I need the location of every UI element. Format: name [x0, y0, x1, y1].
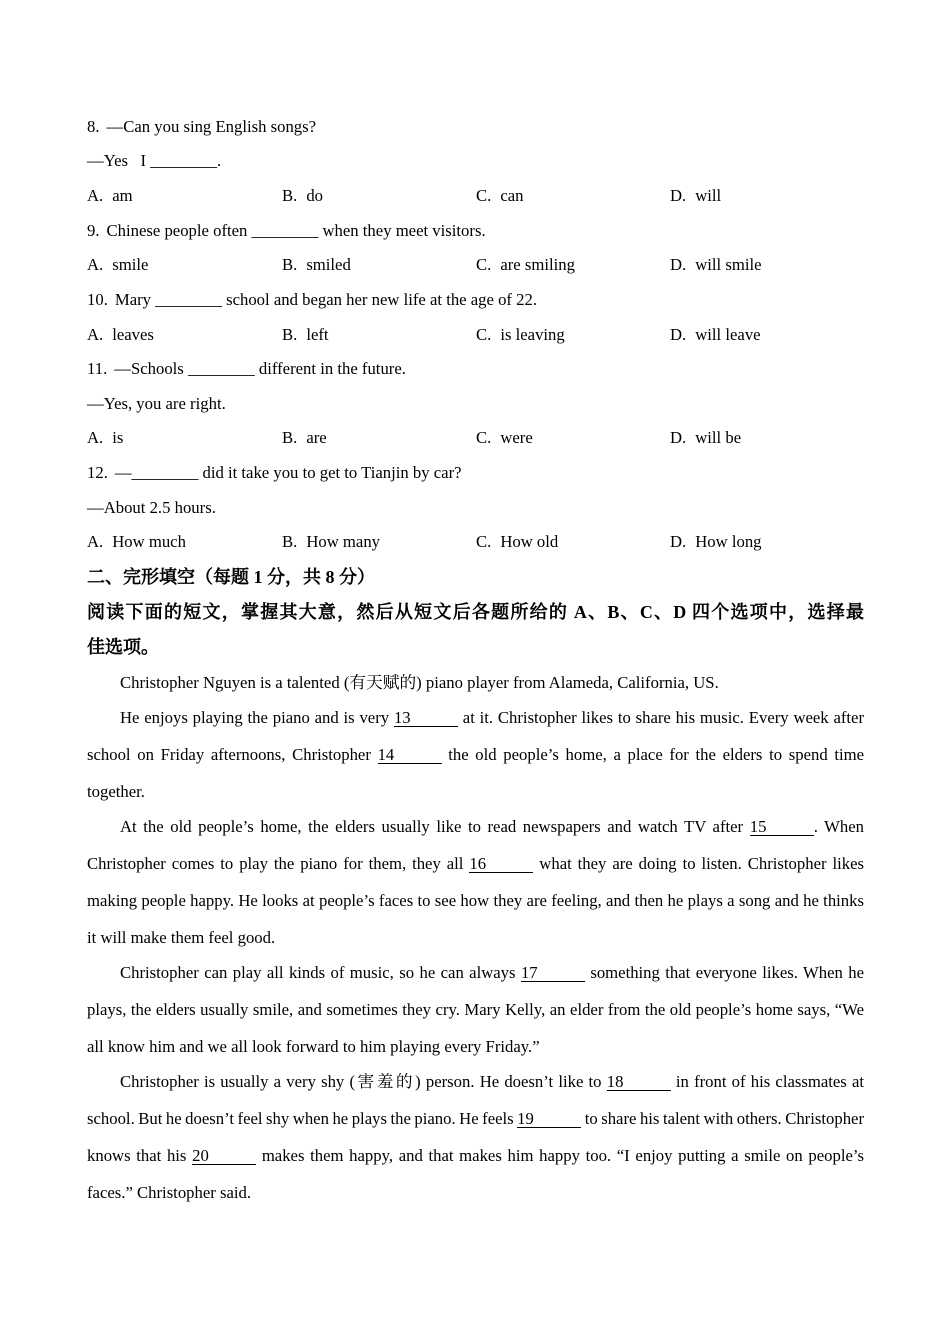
option-text: is	[112, 428, 124, 448]
line-text: in front of his classmates at	[675, 1071, 865, 1091]
option-b	[282, 525, 476, 560]
passage-line: faces.” Christopher said.	[87, 1183, 252, 1203]
passage-line	[87, 808, 864, 845]
option-a	[87, 421, 282, 456]
option-d	[670, 318, 864, 353]
question-number: 10.	[87, 289, 108, 309]
passage-line	[87, 954, 864, 991]
question-stem	[87, 352, 864, 387]
option-label: D.	[670, 255, 687, 275]
question-number: 9.	[87, 220, 100, 240]
line-text: Christopher can play all kinds of music, so he can always	[120, 962, 516, 982]
option-label: B.	[282, 255, 298, 275]
passage-line: plays, the elders usually smile, and sometimes they cry. Mary Kelly, an elder from the old people’s home says, “We	[87, 1000, 864, 1020]
option-text: How old	[500, 532, 559, 552]
option-c	[476, 318, 670, 353]
option-row	[87, 248, 864, 283]
option-b	[282, 318, 476, 353]
passage-line: together.	[87, 782, 145, 802]
option-a	[87, 248, 282, 283]
option-text: will be	[695, 428, 742, 448]
question-number: 8.	[87, 116, 100, 136]
option-label: C.	[476, 255, 492, 275]
option-d	[670, 248, 864, 283]
question-reply: —Yes, you are right.	[87, 393, 226, 413]
option-row	[87, 525, 864, 560]
blank-17: 17	[521, 964, 585, 982]
passage-line: Christopher Nguyen is a talented (有天赋的) piano player from Alameda, California, US.	[120, 673, 719, 693]
option-label: B.	[282, 185, 298, 205]
option-label: A.	[87, 324, 104, 344]
option-label: C.	[476, 428, 492, 448]
passage-line	[87, 1100, 864, 1137]
option-label: D.	[670, 428, 687, 448]
option-text: will leave	[695, 324, 761, 344]
option-text: am	[112, 185, 133, 205]
question-number: 11.	[87, 359, 108, 379]
option-label: A.	[87, 532, 104, 552]
section-heading: 二、完形填空（每题 1 分，共 8 分）	[87, 567, 375, 588]
option-a	[87, 525, 282, 560]
question-text: Chinese people often ________ when they meet visitors.	[106, 220, 486, 240]
option-label: B.	[282, 532, 298, 552]
line-text: . When	[813, 816, 865, 836]
option-d	[670, 525, 864, 560]
question-9	[87, 214, 864, 283]
option-text: left	[306, 324, 329, 344]
option-c	[476, 179, 670, 214]
passage-line	[87, 1137, 864, 1174]
option-d	[670, 179, 864, 214]
option-row	[87, 318, 864, 353]
option-c	[476, 248, 670, 283]
question-10	[87, 283, 864, 352]
paragraph-5	[87, 1063, 864, 1212]
option-row	[87, 421, 864, 456]
option-text: are	[306, 428, 327, 448]
option-text: How many	[306, 532, 381, 552]
question-11	[87, 352, 864, 456]
option-text: How much	[112, 532, 186, 552]
multiple-choice-section	[87, 110, 864, 666]
question-8	[87, 110, 864, 214]
question-reply: —About 2.5 hours.	[87, 497, 216, 517]
blank-13: 13	[394, 709, 458, 727]
option-b	[282, 421, 476, 456]
line-text: He enjoys playing the piano and is very	[120, 707, 390, 727]
option-text: smiled	[306, 255, 351, 275]
passage-line	[87, 736, 864, 773]
passage-line: all know him and we all look forward to him playing every Friday.”	[87, 1037, 540, 1057]
option-text: is leaving	[500, 324, 565, 344]
option-label: D.	[670, 532, 687, 552]
passage-line: making people happy. He looks at people’s faces to see how they are feeling, and then he plays a song and he thinks	[87, 891, 864, 911]
question-number: 12.	[87, 463, 108, 483]
option-text: are smiling	[500, 255, 575, 275]
option-label: A.	[87, 255, 104, 275]
option-c	[476, 421, 670, 456]
option-a	[87, 179, 282, 214]
option-text: can	[500, 185, 524, 205]
line-text: makes them happy, and that makes him happy too. “I enjoy putting a smile on people’s	[261, 1146, 865, 1166]
cloze-passage	[87, 664, 864, 1211]
option-label: D.	[670, 324, 687, 344]
section-instructions	[87, 595, 864, 666]
option-label: B.	[282, 324, 298, 344]
passage-line	[87, 699, 864, 736]
option-text: leaves	[112, 324, 154, 344]
instruction-line: 佳选项。	[87, 637, 159, 658]
question-12	[87, 456, 864, 560]
blank-14: 14	[378, 746, 442, 764]
passage-line	[87, 845, 864, 882]
blank-15: 15	[750, 818, 814, 836]
line-text: At the old people’s home, the elders usually like to read newspapers and watch TV after	[120, 816, 744, 836]
line-text: what they are doing to listen. Christopher likes	[539, 853, 865, 873]
option-text: were	[500, 428, 533, 448]
option-label: C.	[476, 324, 492, 344]
option-text: will	[695, 185, 722, 205]
option-text: will smile	[695, 255, 762, 275]
question-stem	[87, 110, 864, 145]
option-c	[476, 525, 670, 560]
option-text: How long	[695, 532, 762, 552]
option-label: C.	[476, 532, 492, 552]
option-label: D.	[670, 185, 687, 205]
question-text: Mary ________ school and began her new life at the age of 22.	[114, 289, 538, 309]
blank-20: 20	[192, 1147, 256, 1165]
line-text: something that everyone likes. When he	[590, 962, 865, 982]
question-text: —Can you sing English songs?	[106, 116, 317, 136]
blank-16: 16	[469, 855, 533, 873]
line-text: school on Friday afternoons, Christopher	[87, 745, 371, 765]
question-reply: —Yes I ________.	[87, 151, 222, 171]
paragraph-3	[87, 808, 864, 957]
option-text: do	[306, 185, 323, 205]
paragraph-4	[87, 954, 864, 1066]
option-a	[87, 318, 282, 353]
option-label: C.	[476, 185, 492, 205]
question-text: —Schools ________ different in the future.	[114, 359, 406, 379]
instruction-line: 阅读下面的短文，掌握其大意，然后从短文后各题所给的 A、B、C、D 四个选项中，选择最	[87, 601, 864, 622]
line-text: Christopher is usually a very shy (害羞的) person. He doesn’t like to	[120, 1071, 602, 1091]
option-label: A.	[87, 185, 104, 205]
option-label: B.	[282, 428, 298, 448]
option-label: A.	[87, 428, 104, 448]
line-text: school. But he doesn’t feel shy when he plays the piano. He feels	[87, 1108, 514, 1128]
paragraph-1	[87, 664, 864, 701]
option-d	[670, 421, 864, 456]
line-text: at it. Christopher likes to share his music. Every week after	[462, 707, 865, 727]
paragraph-2	[87, 699, 864, 811]
line-text: Christopher comes to play the piano for them, they all	[87, 853, 464, 873]
question-stem	[87, 283, 864, 318]
option-row	[87, 179, 864, 214]
option-b	[282, 179, 476, 214]
line-text: knows that his	[87, 1146, 187, 1166]
passage-line	[87, 1063, 864, 1100]
passage-line: it will make them feel good.	[87, 928, 276, 948]
blank-18: 18	[607, 1073, 671, 1091]
question-stem	[87, 214, 864, 249]
question-stem	[87, 456, 864, 491]
line-text: to share his talent with others. Christopher	[584, 1108, 865, 1128]
blank-19: 19	[517, 1110, 581, 1128]
question-text: —________ did it take you to get to Tianjin by car?	[114, 463, 462, 483]
option-text: smile	[112, 255, 149, 275]
line-text: the old people’s home, a place for the elders to spend time	[448, 745, 864, 765]
option-b	[282, 248, 476, 283]
